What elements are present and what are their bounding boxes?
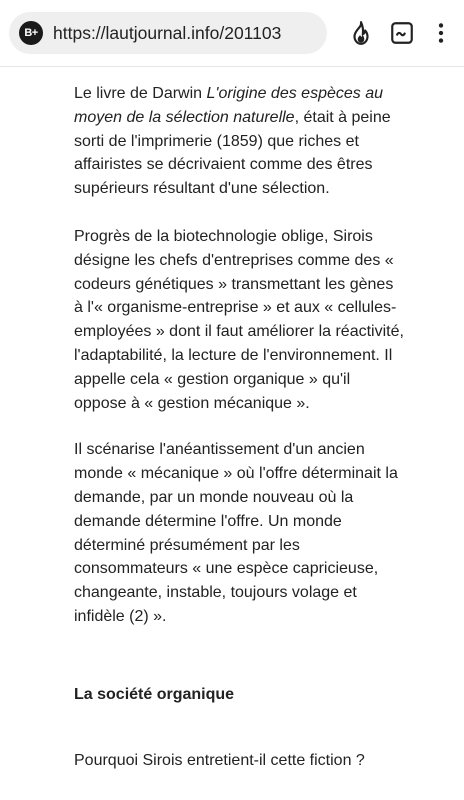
extension-icon[interactable] <box>389 20 415 46</box>
paragraph-2: Progrès de la biotechnologie oblige, Sirois désigne les chefs d'entreprises comme des « codeurs génétiques » transmettant les gènes à l'« organisme-entreprise » et aux « cellules-employées » dont il faut améliorer la réactivité, l'adaptabilité, la lecture de l'environnement. Il appelle cela « gestion organique » qu'il oppose à « gestion mécanique ». <box>74 227 404 412</box>
browser-toolbar <box>0 0 464 67</box>
paragraph-1 <box>74 82 404 201</box>
p1-text-end: , était à peine sorti de l'imprimerie (1859) que riches et affairistes se décrivaient comme des êtres supérieurs résultant d'une sélection. <box>74 108 391 198</box>
address-bar[interactable] <box>9 12 327 54</box>
book-title: L'origine des espèces au moyen de la sélection naturelle <box>74 85 384 126</box>
section-heading: La société organique <box>74 685 235 703</box>
paragraph-3: Il scénarise l'anéantissement d'un ancien monde « mécanique » où l'offre déterminait la demande, par un monde nouveau où la demande détermine l'offre. Un monde déterminé présumément par les consommateurs « une espèce capricieuse, changeante, instable, toujours volage et infidèle (2) ». <box>74 441 398 625</box>
paragraph-4: Pourquoi Sirois entretient-il cette fiction ? <box>74 751 365 769</box>
flame-icon[interactable] <box>348 20 374 46</box>
url-text[interactable]: https://lautjournal.info/201103 <box>53 23 282 43</box>
p1-text-start: Le livre de Darwin <box>74 85 207 102</box>
menu-dots-icon[interactable] <box>428 20 454 46</box>
article-body <box>74 82 404 797</box>
site-badge-icon[interactable]: B+ <box>19 21 43 45</box>
